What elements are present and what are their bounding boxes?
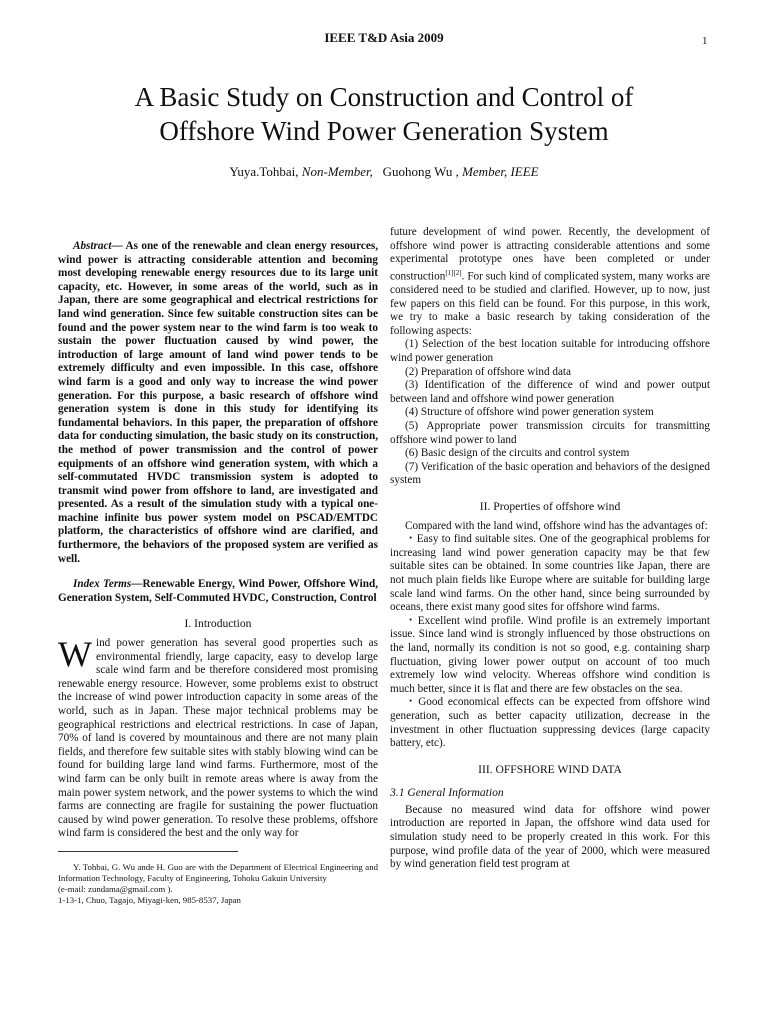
section-3-heading: III. OFFSHORE WIND DATA [478,762,622,776]
index-terms-text: —Renewable Energy, Wind Power, Offshore Wind, Generation System, Self-Commuted HVDC, Construction, Control [58,578,378,604]
author-2-name: Guohong Wu , [382,164,459,179]
aspect-item: (1) Selection of the best location suitable for introducing offshore wind power generation [390,338,710,365]
left-column [58,240,378,906]
section-1-text: ind power generation has several good properties such as environmental friendly, large capacity, easy to develop large scale wind farm and be therefore considered most promising renewable energy resource. However, some problems exist to obstruct the increase of wind power introduction capacity in some areas of the world, such as in Japan. These major technical problems may be geographical restrictions and electrical restrictions. In case of Japan, 70% of land is covered by mountainous and there are not many plain fields, and therefore few suitable sites with stably blowing wind can be found for building large land wind farms. Furthermore, most of the wind farm can be only built in remote areas where is away from the main power system network, and the power systems to which the wind farms are connecting are fragile for sustaining the power fluctuation caused by wind power generation. To resolve these problems, offshore wind farm is considered the best and the only way for [58,637,378,840]
abstract-text: — As one of the renewable and clean energy resources, wind power is attracting considerable attention and becoming most developing renewable energy resources due to its large unit capacity, etc. However, in some areas of the world, such as in Japan, there are some geographical and electrical restrictions for land wind generation. Since few suitable construction sites can be found and the power system near to the wind farm is too weak to sustain the power fluctuation caused by wind power, the introduction of large amount of land wind power tends to be extremely difficulty and even impossible. In this case, offshore wind farm is a good and only way to increase the wind power generation. For this purpose, a basic research of offshore wind generation system is done in this study for identifying its fundamental behaviors. In this paper, the preparation of offshore data for conducting simulation, the basic study on its construction, the method of power transmission and the control of power equipments of an offshore wind generation system, with which a self-commutated HVDC transmission system is adopted to transmit wind power from offshore to land, are investigated and presented. As a result of the simulation study with a typical one-machine infinite bus power system model on PSCAD/EMTDC platform, the characteristics of offshore wind are clarified, and furthermore, the behaviors of the proposed system are verified as well. [58,240,378,565]
bullet-economics: ・Good economical effects can be expected from offshore wind generation, such as better capacity utilization, decrease in the investment in other fluctuation suppressing devices (large capacity battery, etc). [390,696,710,750]
conference-header: IEEE T&D Asia 2009 [324,30,444,45]
bullet-wind-profile: ・Excellent wind profile. Wind profile is an extremely important issue. Since land wind is strongly influenced by those obstructions on the land, normally its condition is not so good, e.g. containing sharp fluctuation, giving lower power output on account of too much extremely low wind velocity. Whereas offshore wind condition is much better, since it is flat and there are few obstacles on the sea. [390,614,710,695]
section-3-text: Because no measured wind data for offshore wind power introduction are reported in Japan, the offshore wind data used for simulation study need to be properly created in this work. For this purpose, wind profile data of the year of 2000, which were measured by wind generation field test program at [390,803,710,871]
paper-title [60,80,708,148]
aspect-item: (4) Structure of offshore wind power generation system [405,406,654,419]
section-2-intro: Compared with the land wind, offshore wind has the advantages of: [405,519,708,532]
subsection-3-1-heading: 3.1 General Information [390,786,504,800]
page-number: 1 [702,35,708,47]
footnote-rule [58,851,238,852]
intro-text-b: . For such kind of complicated system, many works are considered need to be studied and clarified. However, up to now, just few papers on this field can be found. For this purpose, in this work, we try to make a basic research by taking consideration of the following aspects: [390,270,710,337]
index-terms-label: Index Terms [73,578,132,591]
title-line-2: Offshore Wind Power Generation System [159,116,609,146]
aspect-item: (7) Verification of the basic operation and behaviors of the designed system [390,460,710,487]
right-column [390,226,710,872]
intro-text-a: future development of wind power. Recently, the development of offshore wind power is attracting considerable attentions and some experimental prototype ones have been completed or under construction [390,226,710,283]
aspect-item: (2) Preparation of offshore wind data [405,365,571,378]
footnote [58,862,378,906]
aspect-item: (3) Identification of the difference of wind and power output between land and offshore wind power generation [390,379,710,405]
author-1-role: Non-Member, [301,164,373,179]
bullet-easy-sites: ・Easy to find suitable sites. One of the geographical problems for increasing land wind power generation capacity may be that few suitable sites can be obtained. In some countries like Japan, there are not much plain fields like Europe where are suitable for building large scale land wind farms. On the other hand, since being surrounded by oceans, there exist many good sites for offshore wind farms. [390,533,710,614]
aspect-item: (5) Appropriate power transmission circuits for transmitting offshore wind power to land [390,420,710,446]
footnote-email: (e-mail: zundama@gmail.com ). [58,883,173,894]
intro-continued [390,226,710,338]
index-terms [58,578,378,605]
abstract-label: Abstract [73,240,112,252]
author-2-role: Member, IEEE [462,164,539,179]
title-line-1: A Basic Study on Construction and Control of [134,82,634,112]
footnote-affiliation: Y. Tohbai, G. Wu ande H. Guo are with the Department of Electrical Engineering and Information Technology, Faculty of Engineering, Tohoku Gakuin University [58,861,378,883]
abstract [58,240,378,566]
aspect-item: (6) Basic design of the circuits and control system [405,447,630,460]
drop-cap: W [58,634,92,675]
section-1-body [58,634,378,841]
section-1-heading: I. Introduction [184,617,252,631]
footnote-address: 1-13-1, Chuo, Tagajo, Miyagi-ken, 985-8537, Japan [58,894,241,905]
author-line [0,164,768,180]
citation: [1][2] [445,268,462,277]
section-2-heading: II. Properties of offshore wind [479,500,621,514]
author-1-name: Yuya.Tohbai, [229,164,299,179]
